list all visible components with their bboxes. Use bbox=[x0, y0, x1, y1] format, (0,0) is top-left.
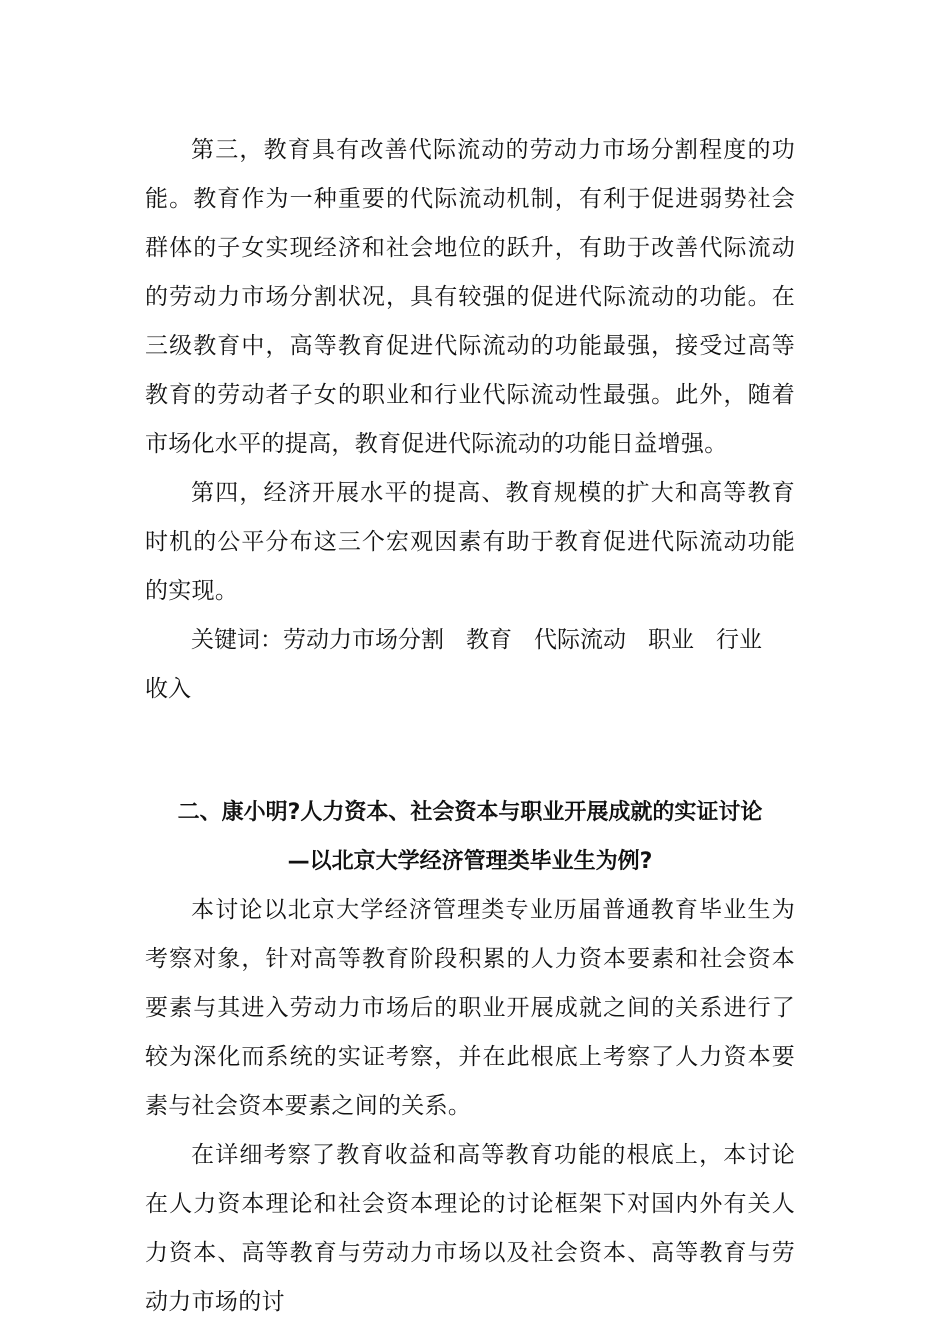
paragraph-third-point: 第三，教育具有改善代际流动的劳动力市场分割程度的功能。教育作为一种重要的代际流动机制，有利于促进弱势社会群体的子女实现经济和社会地位的跃升，有助于改善代际流动的劳动力市场分割状况，具有较强的促进代际流动的功能。在三级教育中，高等教育促进代际流动的功能最强，接受过高等教育的劳动者子女的职业和行业代际流动性最强。此外，随着市场化水平的提高，教育促进代际流动的功能日益增强。 bbox=[145, 137, 795, 457]
section-subtitle: —以北京大学经济管理类毕业生为例? bbox=[287, 849, 653, 874]
keyword-item: 职业 bbox=[648, 627, 694, 653]
section-title: 二、康小明?人力资本、社会资本与职业开展成就的实证讨论 bbox=[177, 800, 763, 825]
keywords-label: 关键词： bbox=[191, 627, 283, 653]
keyword-item: 收入 bbox=[145, 676, 191, 702]
keyword-item: 代际流动 bbox=[534, 627, 626, 653]
keyword-item: 行业 bbox=[716, 627, 762, 653]
keyword-item: 劳动力市场分割 bbox=[283, 627, 444, 653]
keywords-line bbox=[145, 616, 795, 714]
paragraph-study-object: 本讨论以北京大学经济管理类专业历届普通教育毕业生为考察对象，针对高等教育阶段积累的人力资本要素和社会资本要素与其进入劳动力市场后的职业开展成就之间的关系进行了较为深化而系统的实证考察，并在此根底上考察了人力资本要素与社会资本要素之间的关系。 bbox=[145, 897, 795, 1119]
keyword-item: 教育 bbox=[466, 627, 512, 653]
document-page bbox=[145, 126, 795, 1327]
paragraph-fourth-point: 第四，经济开展水平的提高、教育规模的扩大和高等教育时机的公平分布这三个宏观因素有助于教育促进代际流动功能的实现。 bbox=[145, 480, 795, 604]
section-gap bbox=[145, 714, 795, 788]
paragraph-theory-framework: 在详细考察了教育收益和高等教育功能的根底上，本讨论在人力资本理论和社会资本理论的讨论框架下对国内外有关人力资本、高等教育与劳动力市场以及社会资本、高等教育与劳动力市场的讨 bbox=[145, 1142, 795, 1315]
